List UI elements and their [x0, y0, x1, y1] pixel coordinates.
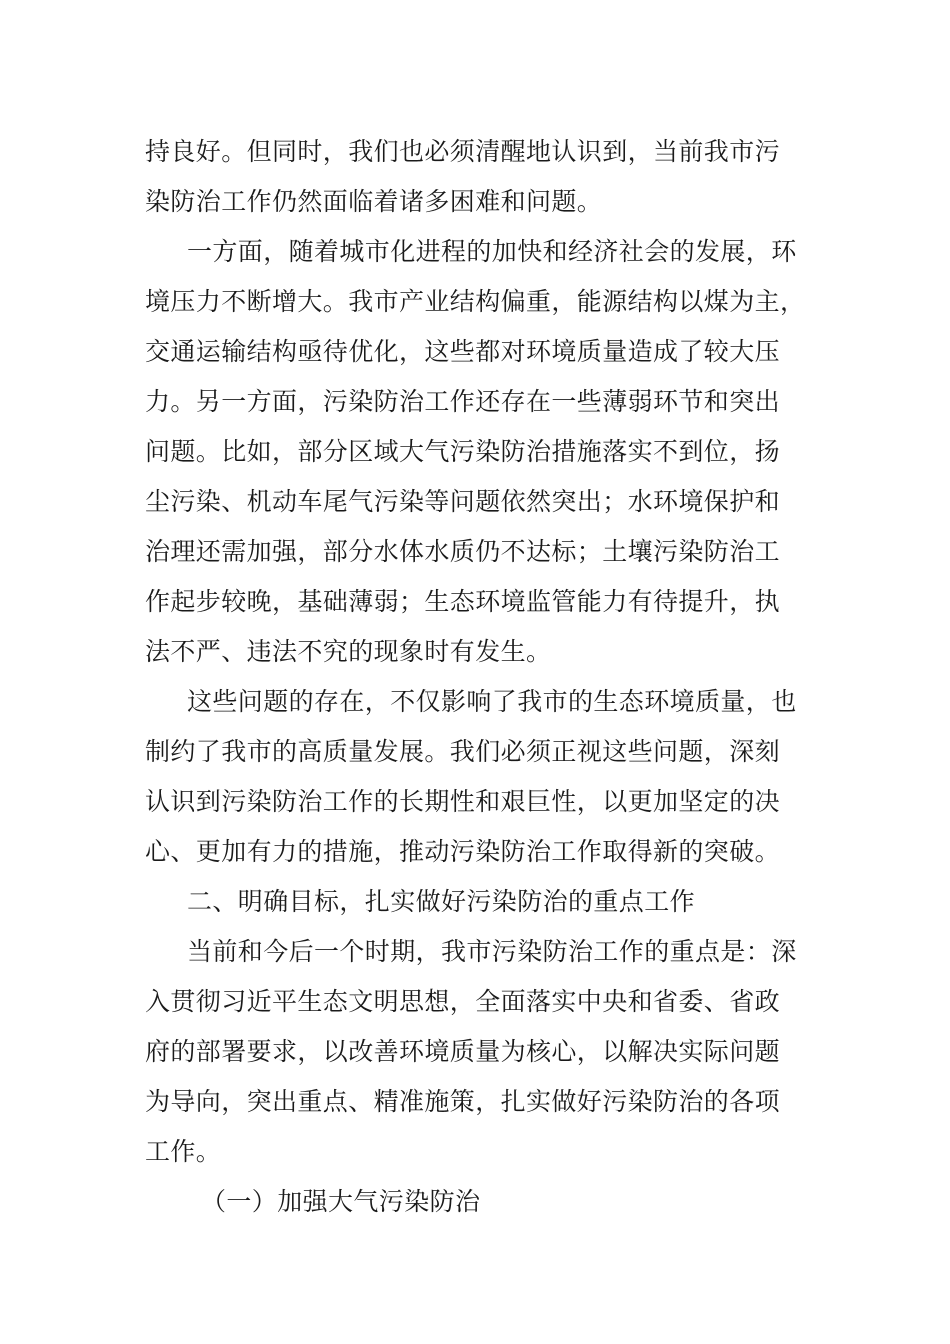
paragraph-start-line: 当前和今后一个时期，我市污染防治工作的重点是：深: [187, 937, 797, 966]
text-line: 制约了我市的高质量发展。我们必须正视这些问题，深刻: [145, 737, 781, 766]
text-line: 持良好。但同时，我们也必须清醒地认识到，当前我市污: [145, 137, 781, 166]
text-line: 为导向，突出重点、精准施策，扎实做好污染防治的各项: [145, 1087, 781, 1116]
paragraph-start-line: 一方面，随着城市化进程的加快和经济社会的发展，环: [187, 237, 797, 266]
paragraph-start-line: 这些问题的存在，不仅影响了我市的生态环境质量，也: [187, 687, 797, 716]
text-line: 心、更加有力的措施，推动污染防治工作取得新的突破。: [145, 837, 781, 866]
text-line: 治理还需加强，部分水体水质仍不达标；土壤污染防治工: [145, 537, 781, 566]
section-heading: 二、明确目标，扎实做好污染防治的重点工作: [187, 887, 696, 916]
text-line: 染防治工作仍然面临着诸多困难和问题。: [145, 187, 603, 216]
text-line: 入贯彻习近平生态文明思想，全面落实中央和省委、省政: [145, 987, 781, 1016]
text-line: 交通运输结构亟待优化，这些都对环境质量造成了较大压: [145, 337, 781, 366]
text-line: 工作。: [145, 1137, 222, 1166]
text-line: 问题。比如，部分区域大气污染防治措施落实不到位，扬: [145, 437, 781, 466]
text-line: 尘污染、机动车尾气污染等问题依然突出；水环境保护和: [145, 487, 781, 516]
text-line: 认识到污染防治工作的长期性和艰巨性，以更加坚定的决: [145, 787, 781, 816]
text-line: 府的部署要求，以改善环境质量为核心，以解决实际问题: [145, 1037, 781, 1066]
text-line: 法不严、违法不究的现象时有发生。: [145, 637, 552, 666]
text-line: 境压力不断增大。我市产业结构偏重，能源结构以煤为主，: [145, 287, 806, 316]
document-body: [145, 127, 805, 1227]
subsection-heading: （一）加强大气污染防治: [201, 1187, 481, 1216]
text-line: 力。另一方面，污染防治工作还存在一些薄弱环节和突出: [145, 387, 781, 416]
text-line: 作起步较晚，基础薄弱；生态环境监管能力有待提升，执: [145, 587, 781, 616]
